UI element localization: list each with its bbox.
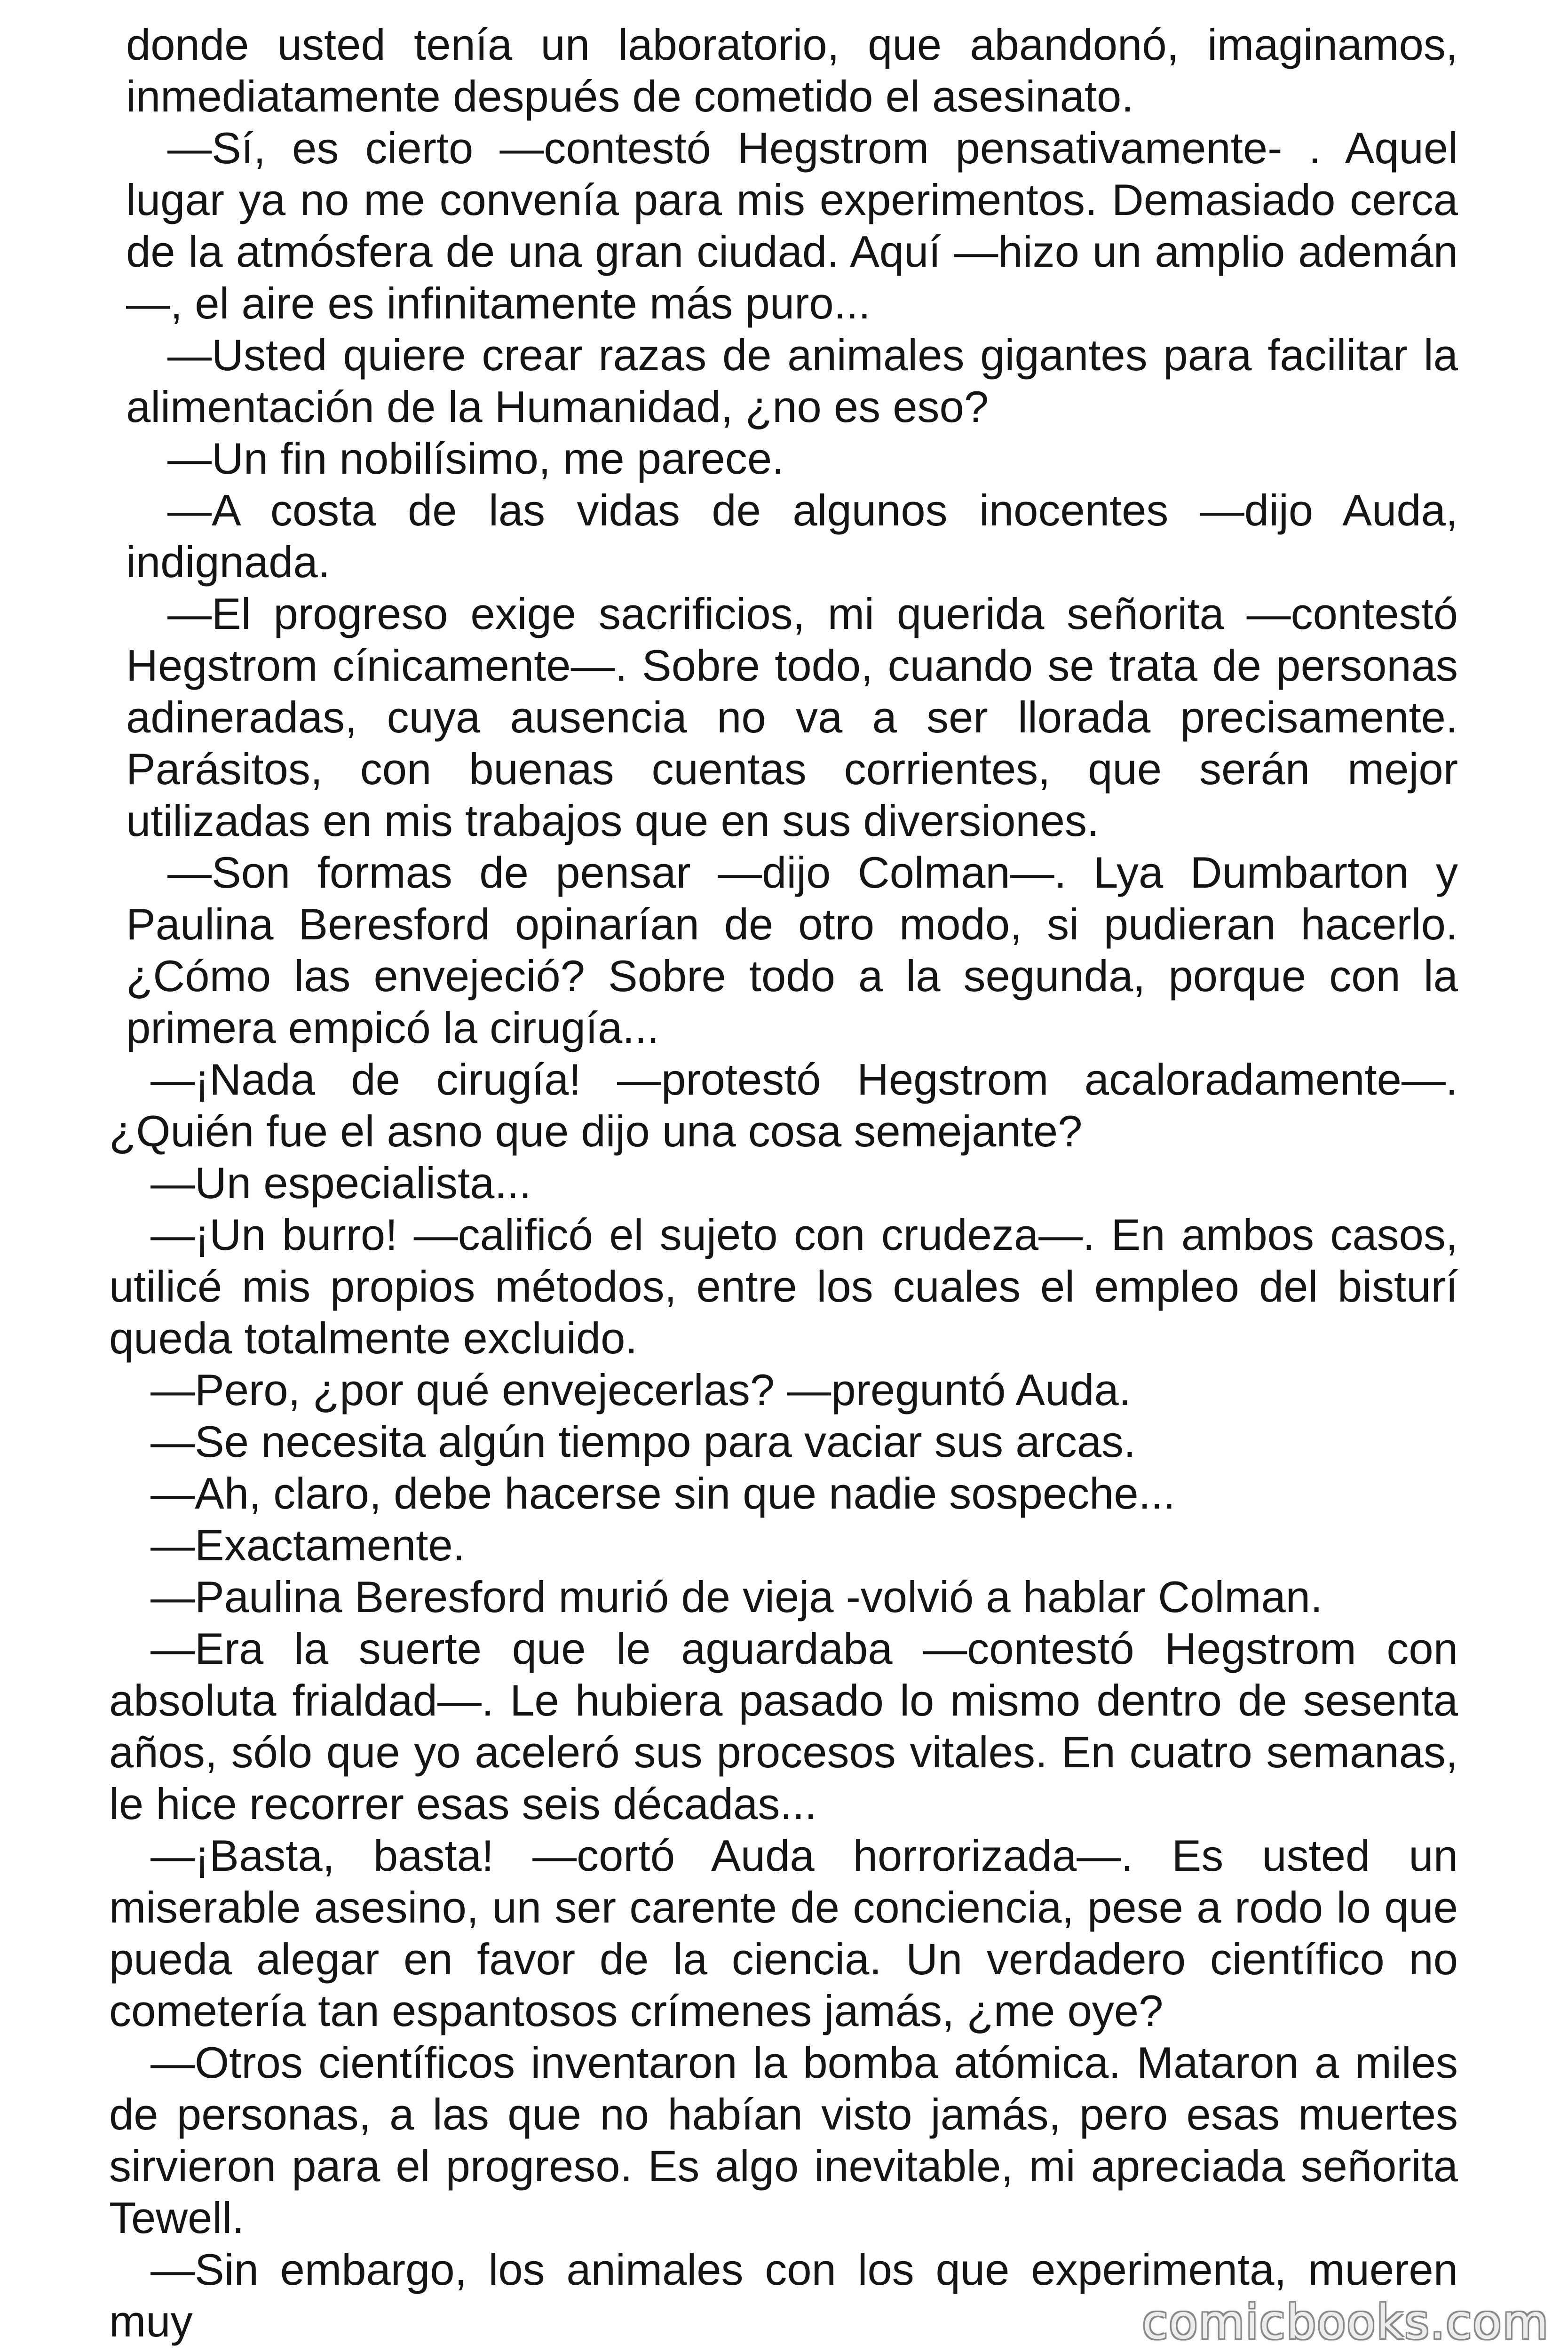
paragraph: —¡Un burro! —calificó el sujeto con crudeza—. En ambos casos, utilicé mis propios métodos, entre los cuales el empleo del bisturí queda totalmente excluido. [109, 1210, 1458, 1363]
watermark: comicbooks.com [1142, 2295, 1549, 2350]
paragraph: —Era la suerte que le aguardaba —contestó Hegstrom con absoluta frialdad—. Le hubiera pasado lo mismo dentro de sesenta años, sólo que yo aceleró sus procesos vitales. En cuatro semanas, le hice recorrer esas seis décadas... [109, 1624, 1458, 1828]
paragraph: —¡Basta, basta! —cortó Auda horrorizada—. Es usted un miserable asesino, un ser carente de conciencia, pese a rodo lo que pueda alegar en favor de la ciencia. Un verdadero científico no cometería tan espantosos crímenes jamás, ¿me oye? [109, 1831, 1458, 2035]
paragraph: —A costa de las vidas de algunos inocentes —dijo Auda, indignada. [126, 485, 1458, 587]
paragraph: —Son formas de pensar —dijo Colman—. Lya Dumbarton y Paulina Beresford opinarían de otro modo, si pudieran hacerlo. ¿Cómo las envejeció? Sobre todo a la segunda, porque con la primera empicó la cirugía... [126, 848, 1458, 1052]
paragraph: —El progreso exige sacrificios, mi querida señorita —contestó Hegstrom cínicamente—. Sobre todo, cuando se trata de personas adineradas, cuya ausencia no va a ser llorada precisamente. Parásitos, con buenas cuentas corrientes, que serán mejor utilizadas en mis trabajos que en sus diversiones. [126, 589, 1458, 845]
paragraph: —Otros científicos inventaron la bomba atómica. Mataron a miles de personas, a las que no habían visto jamás, pero esas muertes sirvieron para el progreso. Es algo inevitable, mi apreciada señorita Tewell. [109, 2038, 1458, 2242]
paragraph: —Paulina Beresford murió de vieja -volvió a hablar Colman. [150, 1572, 1323, 1621]
paragraph: —Sin embargo, los animales con los que experimenta, mueren muy [109, 2245, 1458, 2346]
paragraph: —Se necesita algún tiempo para vaciar sus arcas. [150, 1417, 1136, 1466]
paragraph: —Pero, ¿por qué envejecerlas? —preguntó Auda. [150, 1365, 1131, 1414]
text-column-upper [109, 19, 1458, 2347]
paragraph: —Un fin nobilísimo, me parece. [167, 434, 784, 483]
paragraph: —Usted quiere crear razas de animales gigantes para facilitar la alimentación de la Humanidad, ¿no es eso? [126, 330, 1458, 431]
text-column-lower [109, 1054, 1458, 2347]
paragraph: —Exactamente. [150, 1520, 465, 1570]
paragraph: —¡Nada de cirugía! —protestó Hegstrom acaloradamente—. ¿Quién fue el asno que dijo una cosa semejante? [109, 1055, 1458, 1156]
paragraph: —Ah, claro, debe hacerse sin que nadie sospeche... [150, 1469, 1176, 1518]
paragraph: donde usted tenía un laboratorio, que abandonó, imaginamos, inmediatamente después de cometido el asesinato. [126, 20, 1458, 121]
paragraph: —Sí, es cierto —contestó Hegstrom pensativamente- . Aquel lugar ya no me convenía para mis experimentos. Demasiado cerca de la atmósfera de una gran ciudad. Aquí —hizo un amplio ademán—, el aire es infinitamente más puro... [126, 123, 1458, 328]
paragraph: —Un especialista... [150, 1158, 531, 1208]
